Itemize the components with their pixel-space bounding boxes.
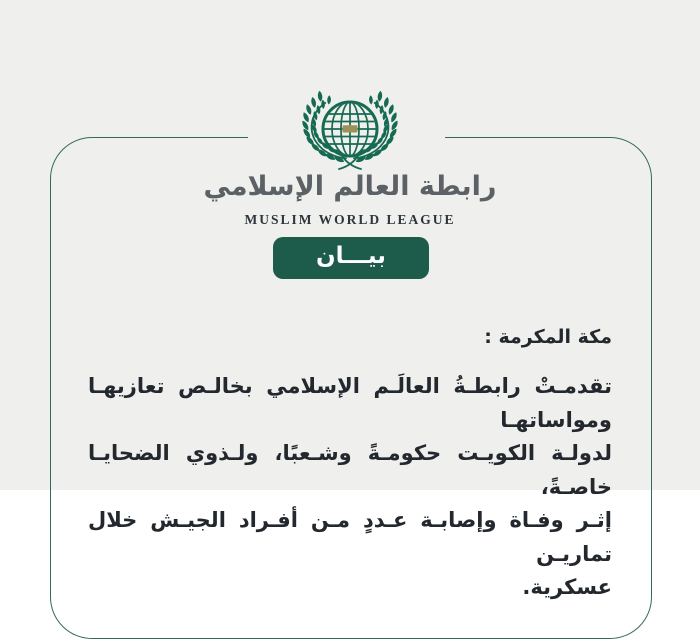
banner-label: بيـــان — [316, 242, 386, 269]
statement-line: لدولـة الكويـت حكومـةً وشـعبًا، ولـذوي الضحايـا خاصـةً، — [88, 441, 612, 499]
statement-paragraph — [88, 370, 612, 605]
location-heading: مكة المكرمة : — [484, 326, 612, 348]
wreath-globe-icon — [300, 87, 400, 172]
statement-line: عسكرية. — [522, 575, 612, 599]
statement-banner — [273, 237, 429, 279]
logo-english-name: MUSLIM WORLD LEAGUE — [244, 212, 456, 227]
statement-line: تقدمـتْ رابطـةُ العالَـم الإسلامي بخالـص تعازيهـا ومواساتهـا — [88, 374, 612, 432]
statement-line: إثـر وفـاة وإصابـة عـددٍ مـن أفـراد الجيـش خلال تماريـن — [88, 508, 612, 566]
logo-arabic-name: رابطة العالم الإسلامي — [203, 171, 497, 202]
